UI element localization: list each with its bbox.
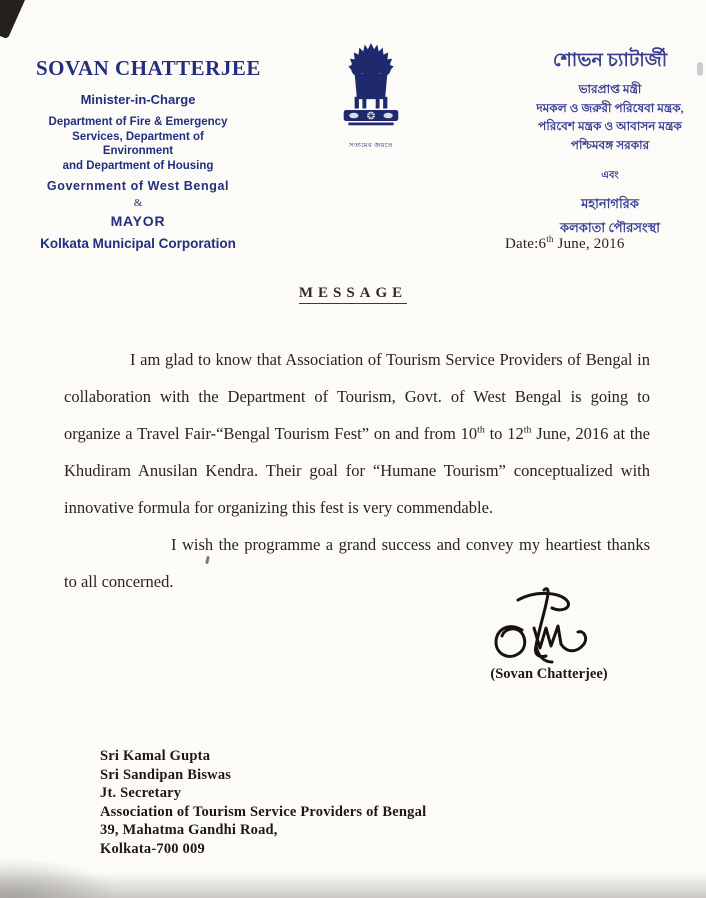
sender-departments: Department of Fire & Emergency Services, Department of Environment and Department of Housing <box>48 116 228 172</box>
scan-bottom-band <box>0 872 706 898</box>
mayor-bengali: মহানাগরিক <box>581 196 639 211</box>
addressee-block: Sri Kamal Gupta Sri Sandipan Biswas Jt. Secretary Association of Tourism Service Providers of Bengal 39, Mahatma Gandhi Road, Kolkata-700 009 <box>100 748 427 857</box>
scan-corner-mark <box>0 0 26 39</box>
ampersand: & <box>133 197 143 209</box>
body-paragraph-1: I am glad to know that Association of Tourism Service Providers of Bengal in collaboration with the Department of Tourism, Govt. of West Bengal is going to organize a Travel Fair-“Bengal Tourism Fest” on and from 10th to 12th June, 2016 at the Khudiram Anusilan Kendra. Their goal for “Humane Tourism” conceptualized with innovative formula for organizing this fest is very commendable. <box>64 350 650 517</box>
message-heading: MESSAGE <box>299 285 407 304</box>
letter-body <box>64 341 650 600</box>
corporation-bengali: কলকাতা পৌরসংস্থা <box>560 220 660 235</box>
emblem-of-india-block <box>330 42 412 150</box>
letterhead-right-block <box>520 48 700 240</box>
message-heading-wrap <box>0 284 706 304</box>
and-bengali: এবং <box>601 170 619 181</box>
sender-title: Minister-in-Charge <box>80 92 196 107</box>
sender-name: SOVAN CHATTERJEE <box>36 56 261 80</box>
letter-date: Date:6th June, 2016 <box>505 234 625 252</box>
sender-departments-bengali: ভারপ্রাপ্ত মন্ত্রী দমকল ও জরুরী পরিষেবা মন্ত্রক, পরিবেশ মন্ত্রক ও আবাসন মন্ত্রক পশ্চিমবঙ্গ সরকার <box>536 82 684 152</box>
sender-mayor-title: MAYOR <box>110 213 166 229</box>
letterhead-left-block <box>36 56 261 251</box>
sender-name-bengali: শোভন চ্যাটার্জী <box>552 50 668 71</box>
sender-government: Government of West Bengal <box>46 179 230 193</box>
handwritten-signature <box>488 584 600 666</box>
signatory-name: (Sovan Chatterjee) <box>490 666 608 682</box>
emblem-motto: সত্যমেব জয়তে <box>349 142 393 149</box>
body-paragraph-2: I wish the programme a grand success and convey my heartiest thanks to all concerned. <box>64 535 650 591</box>
emblem-of-india-icon <box>332 42 410 136</box>
sender-corporation: Kolkata Municipal Corporation <box>40 236 236 251</box>
